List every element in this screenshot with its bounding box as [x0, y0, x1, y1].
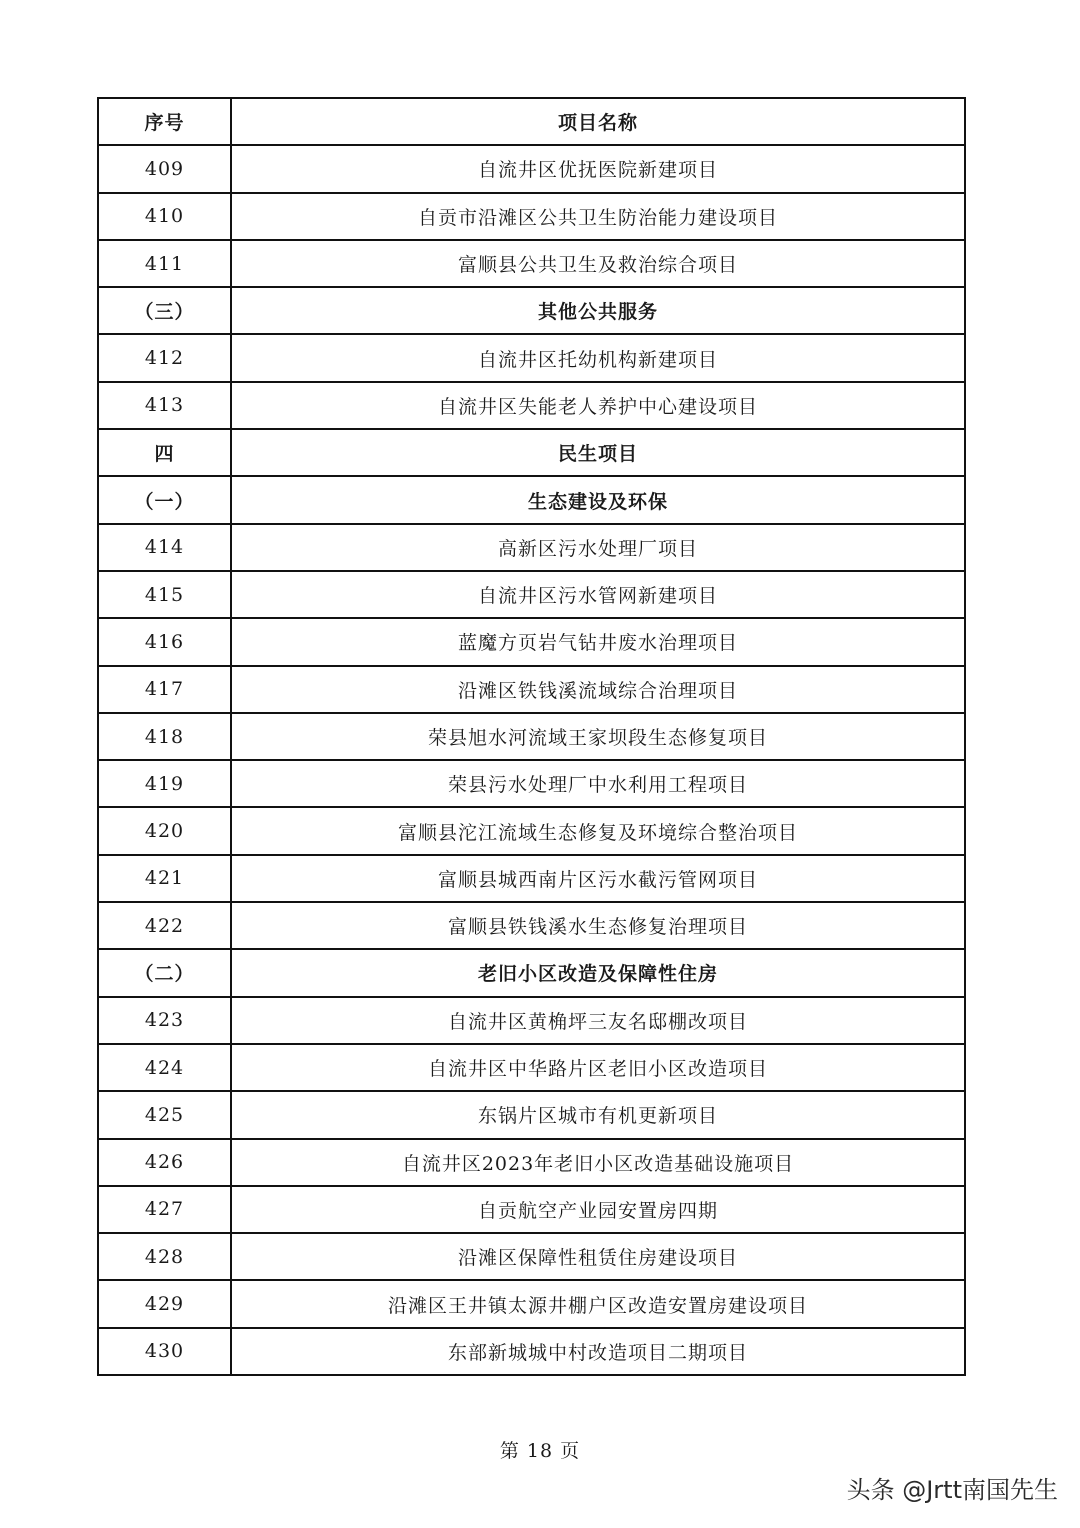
section-row: [98, 949, 965, 996]
row-project-name: 富顺县公共卫生及救治综合项目: [231, 240, 965, 287]
row-project-name: 沿滩区铁钱溪流域综合治理项目: [231, 666, 965, 713]
table-row: [98, 334, 965, 381]
table-row: [98, 902, 965, 949]
row-number: 423: [98, 997, 231, 1044]
row-project-name: 老旧小区改造及保障性住房: [231, 949, 965, 996]
row-number: 426: [98, 1139, 231, 1186]
row-project-name: 东部新城城中村改造项目二期项目: [231, 1328, 965, 1375]
watermark: 头条 @Jrtt南国先生: [846, 1476, 1058, 1504]
row-number: 412: [98, 334, 231, 381]
row-number: 409: [98, 145, 231, 192]
table-row: [98, 760, 965, 807]
row-project-name: 蓝魔方页岩气钻井废水治理项目: [231, 618, 965, 665]
row-number: 418: [98, 713, 231, 760]
table-row: [98, 855, 965, 902]
table-row: [98, 997, 965, 1044]
table-row: [98, 1328, 965, 1375]
table-row: [98, 1091, 965, 1138]
row-project-name: 生态建设及环保: [231, 476, 965, 523]
project-table: [97, 97, 966, 1376]
table-row: [98, 1186, 965, 1233]
column-header-project-name: 项目名称: [231, 98, 965, 145]
row-number: （一）: [98, 476, 231, 523]
row-number: 422: [98, 902, 231, 949]
row-number: （三）: [98, 287, 231, 334]
row-project-name: 自贡航空产业园安置房四期: [231, 1186, 965, 1233]
row-project-name: 自流井区失能老人养护中心建设项目: [231, 382, 965, 429]
table-row: [98, 145, 965, 192]
section-row: [98, 287, 965, 334]
row-number: 427: [98, 1186, 231, 1233]
row-project-name: 民生项目: [231, 429, 965, 476]
table-row: [98, 1044, 965, 1091]
table-row: [98, 618, 965, 665]
row-number: 428: [98, 1233, 231, 1280]
row-project-name: 东锅片区城市有机更新项目: [231, 1091, 965, 1138]
row-number: 425: [98, 1091, 231, 1138]
table-row: [98, 713, 965, 760]
row-number: 421: [98, 855, 231, 902]
row-number: 429: [98, 1280, 231, 1327]
row-project-name: 沿滩区保障性租赁住房建设项目: [231, 1233, 965, 1280]
row-number: 411: [98, 240, 231, 287]
table-header-row: [98, 98, 965, 145]
row-project-name: 荣县污水处理厂中水利用工程项目: [231, 760, 965, 807]
table-row: [98, 240, 965, 287]
page-number: 第 18 页: [499, 1440, 581, 1462]
row-project-name: 荣县旭水河流域王家坝段生态修复项目: [231, 713, 965, 760]
row-number: 410: [98, 193, 231, 240]
section-row: [98, 476, 965, 523]
row-number: 417: [98, 666, 231, 713]
row-project-name: 自流井区托幼机构新建项目: [231, 334, 965, 381]
table-body: [98, 145, 965, 1375]
row-project-name: 高新区污水处理厂项目: [231, 524, 965, 571]
row-project-name: 自流井区中华路片区老旧小区改造项目: [231, 1044, 965, 1091]
row-number: 四: [98, 429, 231, 476]
row-project-name: 自流井区污水管网新建项目: [231, 571, 965, 618]
table-row: [98, 193, 965, 240]
row-number: 415: [98, 571, 231, 618]
row-project-name: 自贡市沿滩区公共卫生防治能力建设项目: [231, 193, 965, 240]
row-number: 416: [98, 618, 231, 665]
row-number: 420: [98, 807, 231, 854]
column-header-number: 序号: [98, 98, 231, 145]
table-row: [98, 1280, 965, 1327]
row-number: 413: [98, 382, 231, 429]
section-row: [98, 429, 965, 476]
row-number: （二）: [98, 949, 231, 996]
table-row: [98, 666, 965, 713]
row-project-name: 自流井区黄桷坪三友名邸棚改项目: [231, 997, 965, 1044]
table-row: [98, 382, 965, 429]
row-project-name: 富顺县铁钱溪水生态修复治理项目: [231, 902, 965, 949]
table-row: [98, 1139, 965, 1186]
table-row: [98, 807, 965, 854]
table-row: [98, 524, 965, 571]
row-project-name: 自流井区2023年老旧小区改造基础设施项目: [231, 1139, 965, 1186]
row-number: 430: [98, 1328, 231, 1375]
row-project-name: 富顺县城西南片区污水截污管网项目: [231, 855, 965, 902]
table-row: [98, 571, 965, 618]
table-row: [98, 1233, 965, 1280]
row-project-name: 其他公共服务: [231, 287, 965, 334]
row-project-name: 富顺县沱江流域生态修复及环境综合整治项目: [231, 807, 965, 854]
row-number: 414: [98, 524, 231, 571]
row-number: 424: [98, 1044, 231, 1091]
row-project-name: 自流井区优抚医院新建项目: [231, 145, 965, 192]
row-number: 419: [98, 760, 231, 807]
row-project-name: 沿滩区王井镇太源井棚户区改造安置房建设项目: [231, 1280, 965, 1327]
